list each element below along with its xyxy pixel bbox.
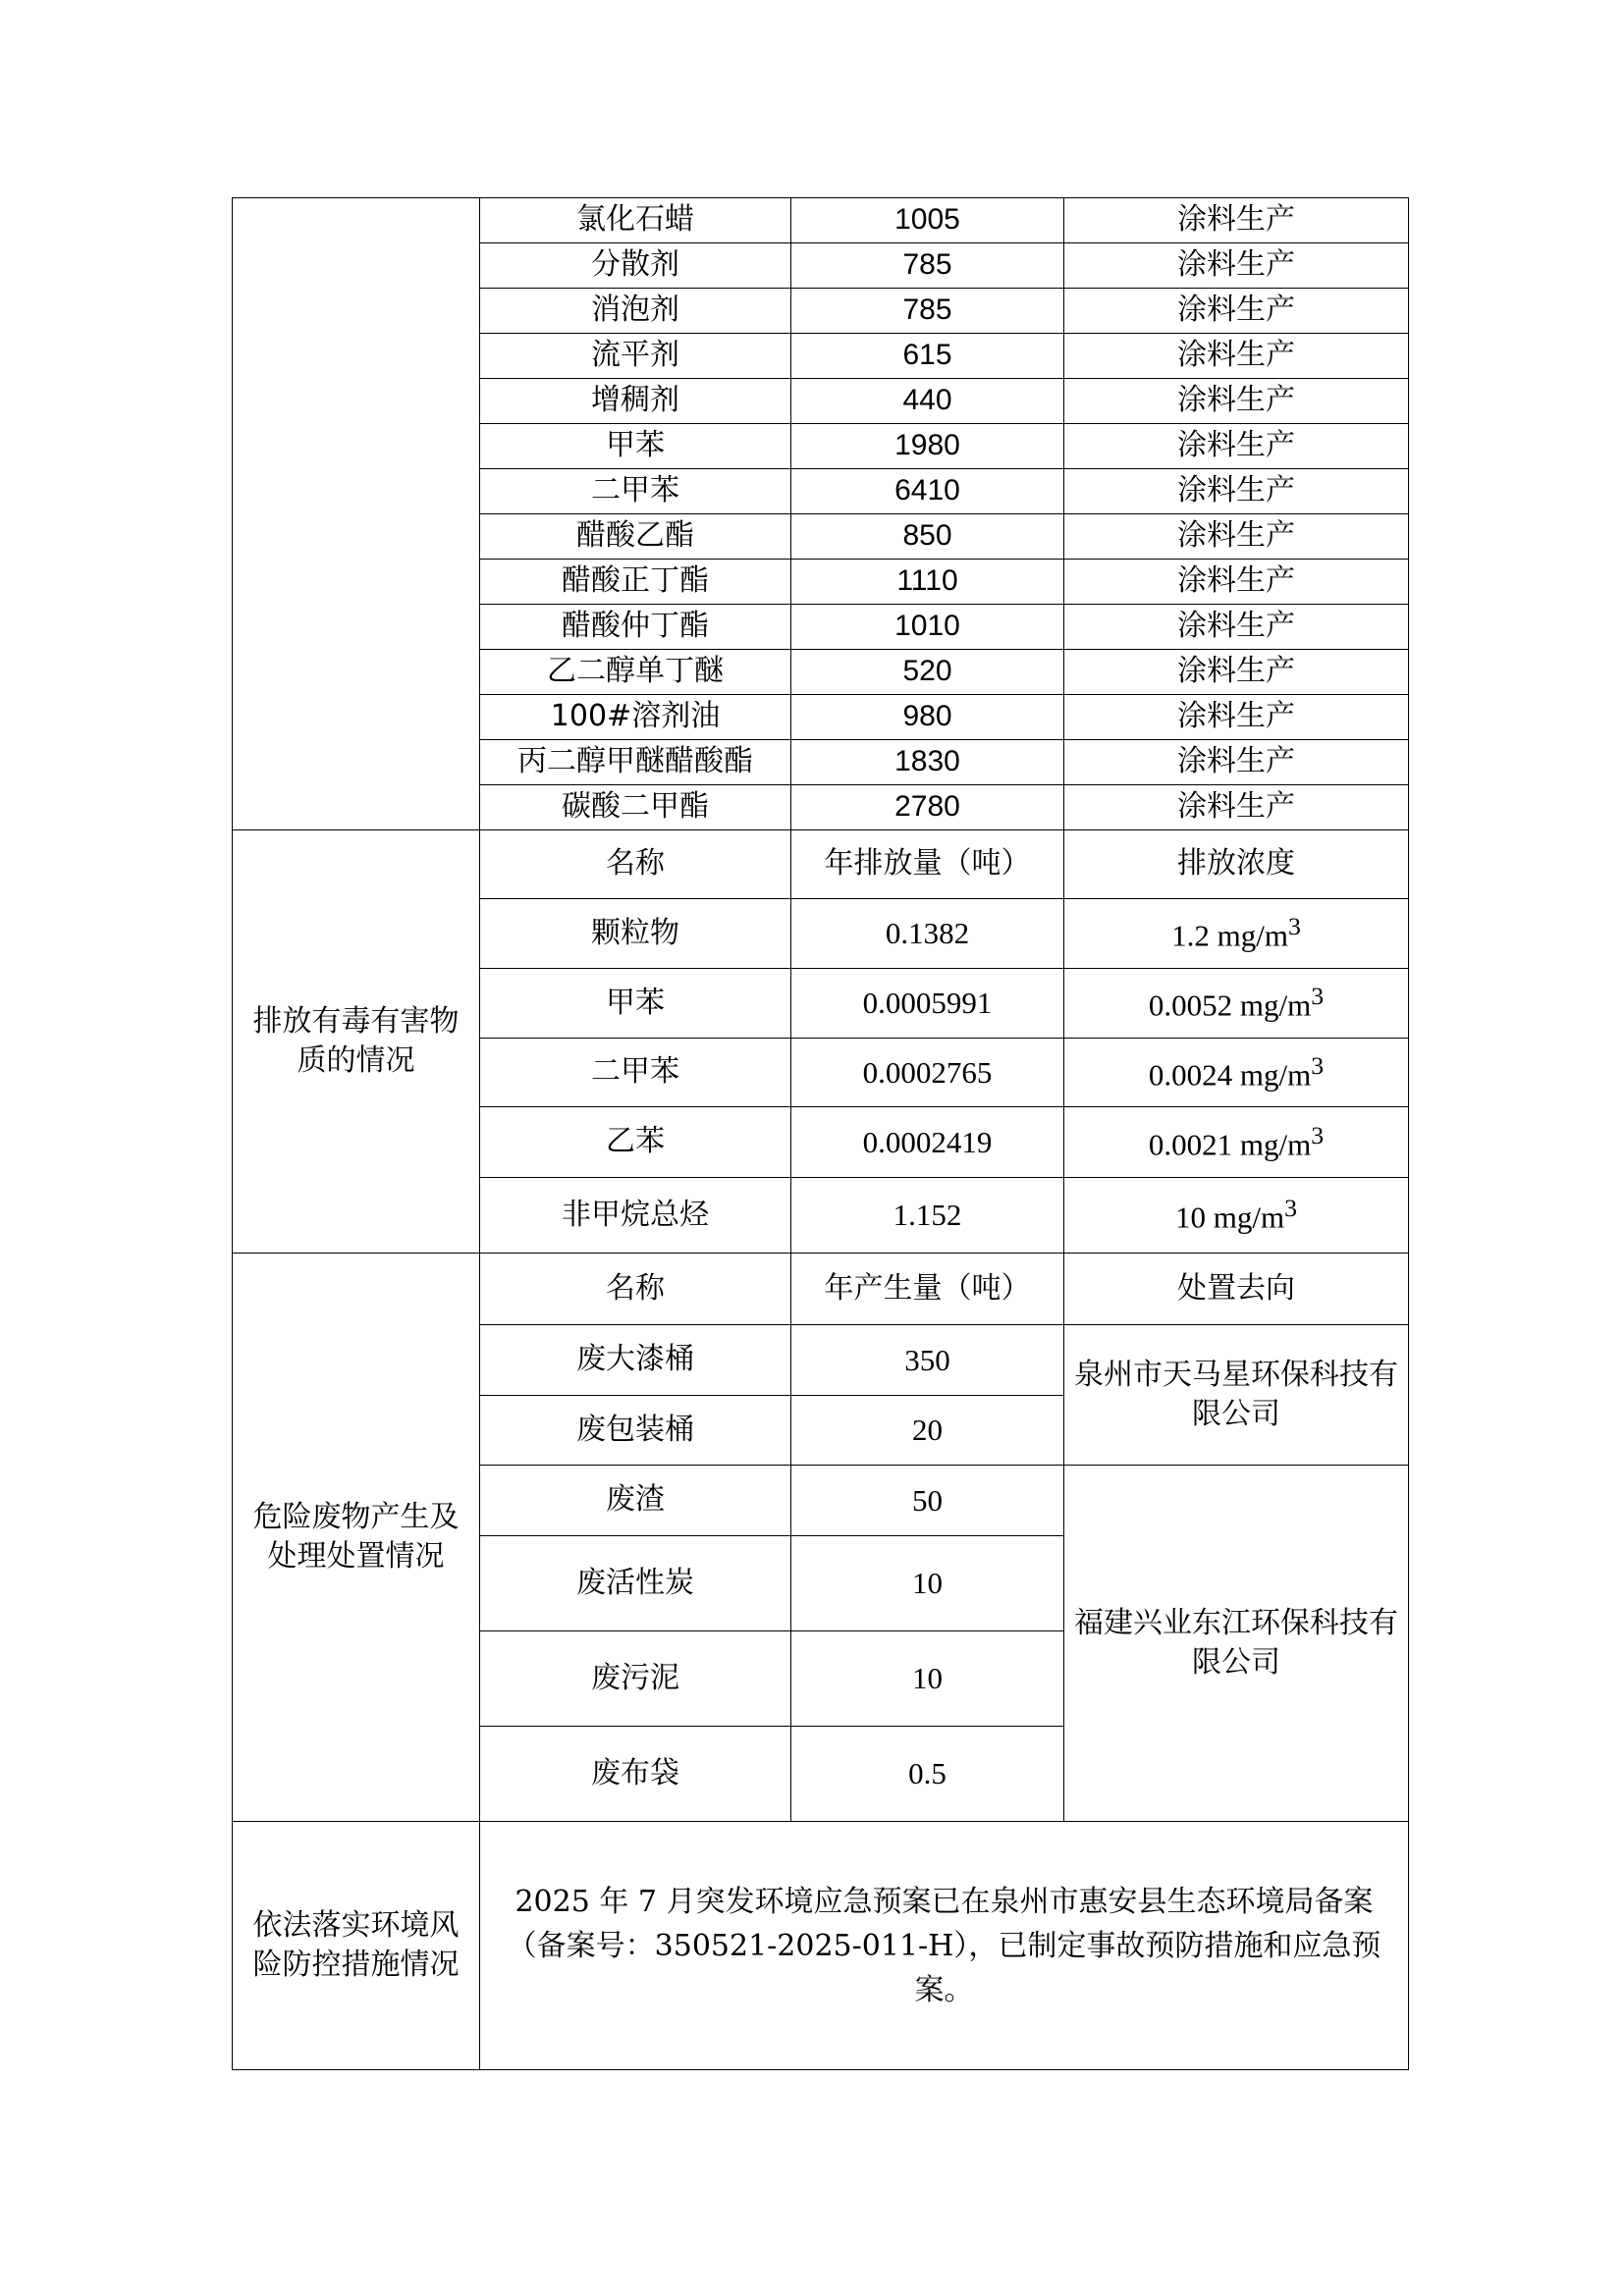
material-name: 100#溶剂油 <box>480 695 791 740</box>
waste-amount: 0.5 <box>791 1727 1064 1822</box>
material-amount: 980 <box>791 695 1064 740</box>
waste-section-label: 危险废物产生及处理处置情况 <box>233 1254 480 1822</box>
material-amount: 1830 <box>791 740 1064 785</box>
material-use: 涂料生产 <box>1064 334 1409 379</box>
emission-amount: 1.152 <box>791 1178 1064 1254</box>
material-name: 醋酸乙酯 <box>480 514 791 560</box>
material-use: 涂料生产 <box>1064 650 1409 695</box>
info-table <box>232 197 1409 2070</box>
waste-amount: 50 <box>791 1466 1064 1536</box>
emission-name: 二甲苯 <box>480 1039 791 1107</box>
material-name: 碳酸二甲酯 <box>480 785 791 830</box>
material-amount: 785 <box>791 243 1064 289</box>
material-use: 涂料生产 <box>1064 560 1409 605</box>
material-name: 分散剂 <box>480 243 791 289</box>
emissions-header-amount: 年排放量（吨） <box>791 830 1064 899</box>
waste-disposal: 福建兴业东江环保科技有限公司 <box>1064 1466 1409 1822</box>
waste-name: 废大漆桶 <box>480 1325 791 1396</box>
emissions-header-name: 名称 <box>480 830 791 899</box>
material-use: 涂料生产 <box>1064 469 1409 514</box>
material-use: 涂料生产 <box>1064 514 1409 560</box>
waste-name: 废布袋 <box>480 1727 791 1822</box>
material-amount: 1110 <box>791 560 1064 605</box>
emission-name: 乙苯 <box>480 1107 791 1178</box>
waste-header-disposal: 处置去向 <box>1064 1254 1409 1325</box>
material-amount: 440 <box>791 379 1064 424</box>
material-name: 乙二醇单丁醚 <box>480 650 791 695</box>
waste-name: 废活性炭 <box>480 1536 791 1631</box>
risk-section-label: 依法落实环境风险防控措施情况 <box>233 1822 480 2070</box>
emission-conc: 10 $mg/m^3$ <box>1064 1178 1409 1254</box>
waste-amount: 350 <box>791 1325 1064 1396</box>
material-amount: 1005 <box>791 198 1064 243</box>
blank-section-label <box>233 198 480 830</box>
material-use: 涂料生产 <box>1064 243 1409 289</box>
material-use: 涂料生产 <box>1064 424 1409 469</box>
waste-disposal: 泉州市天马星环保科技有限公司 <box>1064 1325 1409 1466</box>
emission-name: 非甲烷总烃 <box>480 1178 791 1254</box>
emission-amount: 0.0002419 <box>791 1107 1064 1178</box>
material-name: 甲苯 <box>480 424 791 469</box>
waste-header-name: 名称 <box>480 1254 791 1325</box>
material-amount: 6410 <box>791 469 1064 514</box>
material-amount: 1980 <box>791 424 1064 469</box>
waste-name: 废渣 <box>480 1466 791 1536</box>
emission-conc: 0.0021 $mg/m^3$ <box>1064 1107 1409 1178</box>
material-use: 涂料生产 <box>1064 785 1409 830</box>
material-use: 涂料生产 <box>1064 605 1409 650</box>
emission-conc: 0.0052 $mg/m^3$ <box>1064 969 1409 1039</box>
material-use: 涂料生产 <box>1064 289 1409 334</box>
emission-conc: 0.0024 $mg/m^3$ <box>1064 1039 1409 1107</box>
material-name: 增稠剂 <box>480 379 791 424</box>
material-amount: 850 <box>791 514 1064 560</box>
waste-amount: 20 <box>791 1396 1064 1466</box>
waste-name: 废包装桶 <box>480 1396 791 1466</box>
material-use: 涂料生产 <box>1064 379 1409 424</box>
material-use: 涂料生产 <box>1064 695 1409 740</box>
waste-header-amount: 年产生量（吨） <box>791 1254 1064 1325</box>
material-name: 醋酸正丁酯 <box>480 560 791 605</box>
emission-name: 颗粒物 <box>480 899 791 969</box>
waste-amount: 10 <box>791 1536 1064 1631</box>
emission-amount: 0.1382 <box>791 899 1064 969</box>
material-amount: 520 <box>791 650 1064 695</box>
emission-amount: 0.0002765 <box>791 1039 1064 1107</box>
material-amount: 1010 <box>791 605 1064 650</box>
material-name: 醋酸仲丁酯 <box>480 605 791 650</box>
material-name: 二甲苯 <box>480 469 791 514</box>
material-amount: 785 <box>791 289 1064 334</box>
material-use: 涂料生产 <box>1064 740 1409 785</box>
material-use: 涂料生产 <box>1064 198 1409 243</box>
material-name: 消泡剂 <box>480 289 791 334</box>
risk-text: 2025 年 7 月突发环境应急预案已在泉州市惠安县生态环境局备案（备案号：350521-2025-011-H），已制定事故预防措施和应急预案。 <box>480 1822 1409 2070</box>
material-name: 丙二醇甲醚醋酸酯 <box>480 740 791 785</box>
emissions-header-conc: 排放浓度 <box>1064 830 1409 899</box>
waste-amount: 10 <box>791 1631 1064 1727</box>
material-amount: 615 <box>791 334 1064 379</box>
emission-amount: 0.0005991 <box>791 969 1064 1039</box>
waste-name: 废污泥 <box>480 1631 791 1727</box>
emission-conc: 1.2 $mg/m^3$ <box>1064 899 1409 969</box>
material-amount: 2780 <box>791 785 1064 830</box>
material-name: 氯化石蜡 <box>480 198 791 243</box>
material-name: 流平剂 <box>480 334 791 379</box>
emission-name: 甲苯 <box>480 969 791 1039</box>
emissions-section-label: 排放有毒有害物质的情况 <box>233 830 480 1254</box>
